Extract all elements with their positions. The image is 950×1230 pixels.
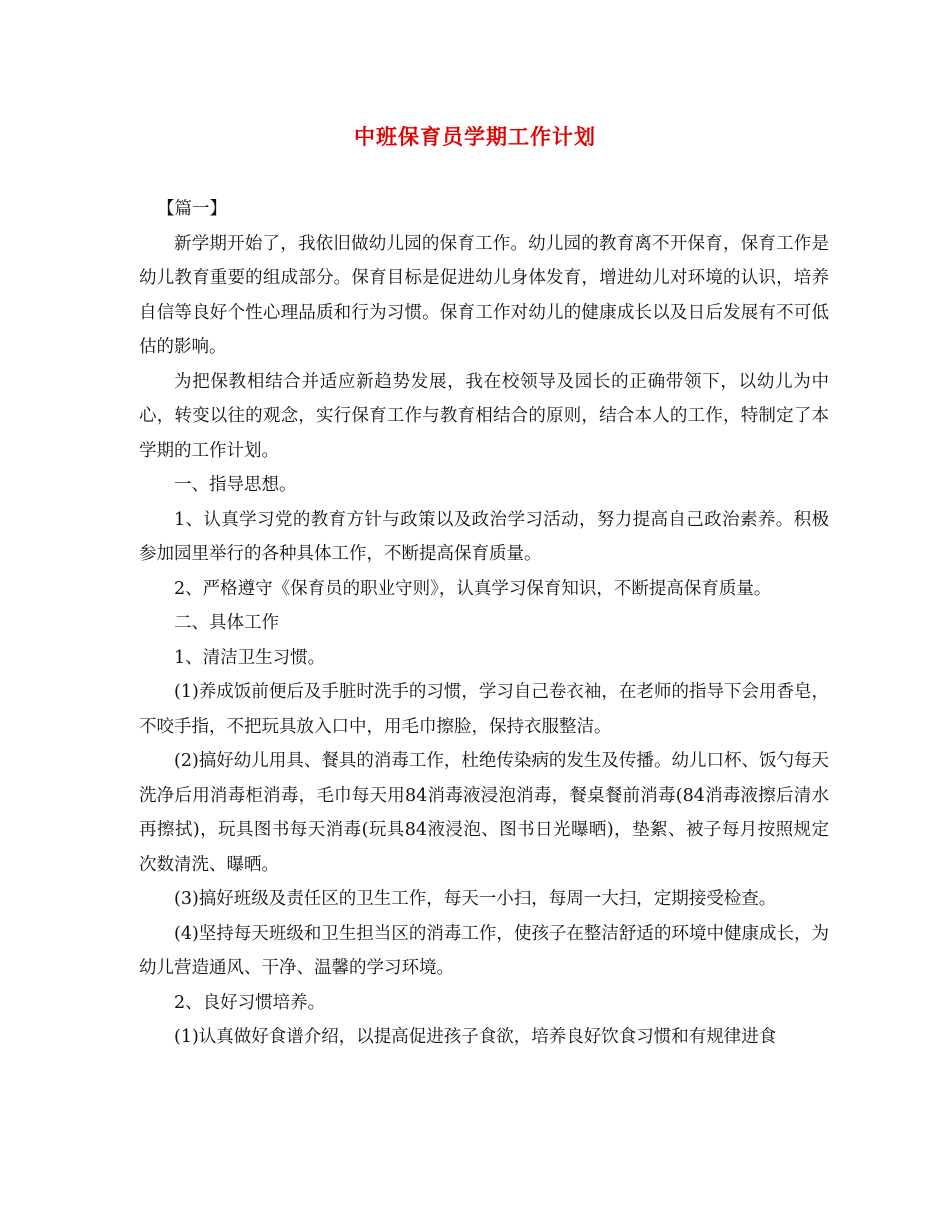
- paragraph: (2)搞好幼儿用具、餐具的消毒工作，杜绝传染病的发生及传播。幼儿口杯、饭勺每天洗净后用消毒柜消毒，毛巾每天用84消毒液浸泡消毒，餐桌餐前消毒(84消毒液擦后清水再擦拭)，玩具图书每天消毒(玩具84液浸泡、图书日光曝晒)，垫絮、被子每月按照规定次数清洗、曝晒。: [139, 751, 829, 875]
- paragraph: (1)认真做好食谱介绍，以提高促进孩子食欲，培养良好饮食习惯和有规律进食: [174, 1027, 777, 1047]
- paragraph: 为把保教相结合并适应新趋势发展，我在校领导及园长的正确带领下，以幼儿为中心，转变以往的观念，实行保育工作与教育相结合的原则，结合本人的工作，特制定了本学期的工作计划。: [139, 371, 829, 461]
- paragraph: (3)搞好班级及责任区的卫生工作，每天一小扫，每周一大扫，定期接受检查。: [174, 889, 777, 909]
- paragraph: (4)坚持每天班级和卫生担当区的消毒工作，使孩子在整洁舒适的环境中健康成长，为幼儿营造通风、干净、温馨的学习环境。: [139, 923, 829, 978]
- paragraph: 1、认真学习党的教育方针与政策以及政治学习活动，努力提高自己政治素养。积极参加园里举行的各种具体工作，不断提高保育质量。: [139, 509, 829, 564]
- section-heading: 【篇一】: [157, 199, 227, 219]
- paragraph: 1、清洁卫生习惯。: [174, 647, 326, 668]
- paragraph: 2、良好习惯培养。: [174, 992, 326, 1013]
- paragraph: 二、具体工作: [174, 613, 279, 633]
- document-title: 中班保育员学期工作计划: [354, 124, 596, 149]
- paragraph: 2、严格遵守《保育员的职业守则》，认真学习保育知识，不断提高保育质量。: [174, 578, 772, 599]
- paragraph: 一、指导思想。: [174, 475, 297, 495]
- paragraph: 新学期开始了，我依旧做幼儿园的保育工作。幼儿园的教育离不开保育，保育工作是幼儿教育重要的组成部分。保育目标是促进幼儿身体发育，增进幼儿对环境的认识，培养自信等良好个性心理品质和行为习惯。保育工作对幼儿的健康成长以及日后发展有不可低估的影响。: [139, 233, 829, 357]
- paragraph: (1)养成饭前便后及手脏时洗手的习惯，学习自己卷衣袖，在老师的指导下会用香皂，不咬手指，不把玩具放入口中，用毛巾擦脸，保持衣服整洁。: [139, 682, 829, 737]
- document-body: [139, 192, 829, 1055]
